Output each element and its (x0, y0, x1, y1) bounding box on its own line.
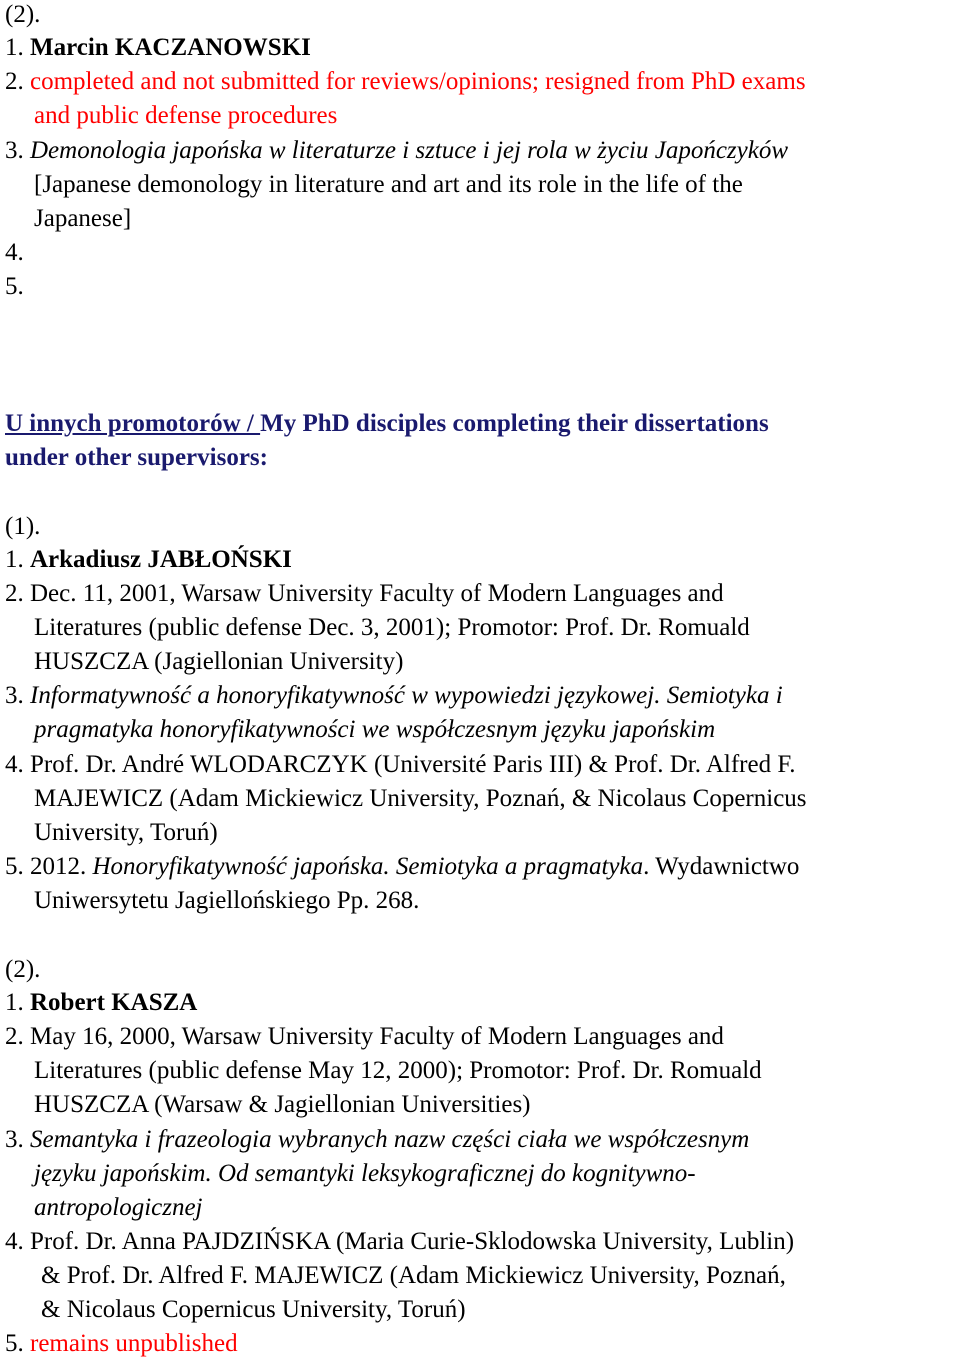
student-name: Robert KASZA (30, 989, 198, 1016)
item-number: 3. (5, 682, 24, 709)
defense-info: 2. Dec. 11, 2001, Warsaw University Faculty of Modern Languages and (5, 580, 724, 607)
status-text-cont: and public defense procedures (34, 102, 338, 129)
item-number: 3. (5, 1126, 24, 1153)
section-heading-cont: under other supervisors: (5, 444, 268, 471)
defense-info-cont: HUSZCZA (Warsaw & Jagiellonian Universities) (34, 1091, 531, 1118)
entry-marker: (1). (5, 513, 41, 540)
dissertation-title: Semantyka i frazeologia wybranych nazw części ciała we współczesnym (30, 1126, 750, 1153)
student-name: Arkadiusz JABŁOŃSKI (30, 546, 292, 573)
entry-marker: (2). (5, 1, 41, 28)
dissertation-title: Informatywność a honoryfikatywność w wypowiedzi językowej. Semiotyka i (30, 682, 783, 709)
supervisors-info: 4. Prof. Dr. André WLODARCZYK (Université Paris III) & Prof. Dr. Alfred F. (5, 751, 796, 778)
item-number: 1. (5, 546, 24, 573)
student-name: Marcin KACZANOWSKI (30, 34, 311, 61)
defense-info-cont: Literatures (public defense Dec. 3, 2001); Promotor: Prof. Dr. Romuald (34, 614, 750, 641)
status-text: completed and not submitted for reviews/opinions; resigned from PhD exams (30, 68, 806, 95)
dissertation-title-cont: języku japońskim. Od semantyki leksykograficznej do kognitywno- (34, 1160, 696, 1187)
item-number: 5. 2012. (5, 853, 87, 880)
name-line (5, 33, 311, 63)
dissertation-title-pl: Demonologia japońska w literaturze i sztuce i jej rola w życiu Japończyków (30, 137, 789, 164)
item-number: 3. (5, 137, 24, 164)
title-line (5, 136, 788, 166)
publisher: . Wydawnictwo (643, 853, 800, 880)
publication-line (5, 852, 799, 882)
item-number: 2. (5, 68, 24, 95)
dissertation-title-en: [Japanese demonology in literature and art and its role in the life of the (34, 171, 743, 198)
book-title: Honoryfikatywność japońska. Semiotyka a pragmatyka (92, 853, 644, 880)
name-line (5, 988, 197, 1018)
item-number: 5. (5, 273, 24, 300)
item-number: 5. (5, 1330, 24, 1357)
supervisors-info: 4. Prof. Dr. Anna PAJDZIŃSKA (Maria Curie-Sklodowska University, Lublin) (5, 1228, 795, 1255)
section-heading-pl: U innych promotorów / (5, 410, 261, 437)
title-line (5, 681, 783, 711)
status-line (5, 67, 806, 97)
publisher-cont: Uniwersytetu Jagiellońskiego Pp. 268. (34, 887, 420, 914)
name-line (5, 545, 292, 575)
item-number: 1. (5, 34, 24, 61)
supervisors-info-cont: University, Toruń) (34, 819, 218, 846)
title-line (5, 1125, 749, 1155)
defense-info: 2. May 16, 2000, Warsaw University Faculty of Modern Languages and (5, 1023, 724, 1050)
dissertation-title-en-cont: Japanese] (34, 205, 132, 232)
section-heading-en: My PhD disciples completing their dissertations (260, 410, 769, 437)
publication-status: remains unpublished (30, 1330, 238, 1357)
entry-marker: (2). (5, 956, 41, 983)
publication-line (5, 1329, 238, 1359)
item-number: 4. (5, 239, 24, 266)
supervisors-info-cont: & Prof. Dr. Alfred F. MAJEWICZ (Adam Mickiewicz University, Poznań, (41, 1262, 786, 1289)
item-number: 1. (5, 989, 24, 1016)
defense-info-cont: HUSZCZA (Jagiellonian University) (34, 648, 404, 675)
defense-info-cont: Literatures (public defense May 12, 2000); Promotor: Prof. Dr. Romuald (34, 1057, 762, 1084)
section-heading (5, 409, 769, 439)
dissertation-title-cont: pragmatyka honoryfikatywności we współczesnym języku japońskim (34, 716, 716, 743)
supervisors-info-cont: MAJEWICZ (Adam Mickiewicz University, Poznań, & Nicolaus Copernicus (34, 785, 807, 812)
dissertation-title-cont: antropologicznej (34, 1194, 203, 1221)
supervisors-info-cont: & Nicolaus Copernicus University, Toruń) (41, 1296, 466, 1323)
